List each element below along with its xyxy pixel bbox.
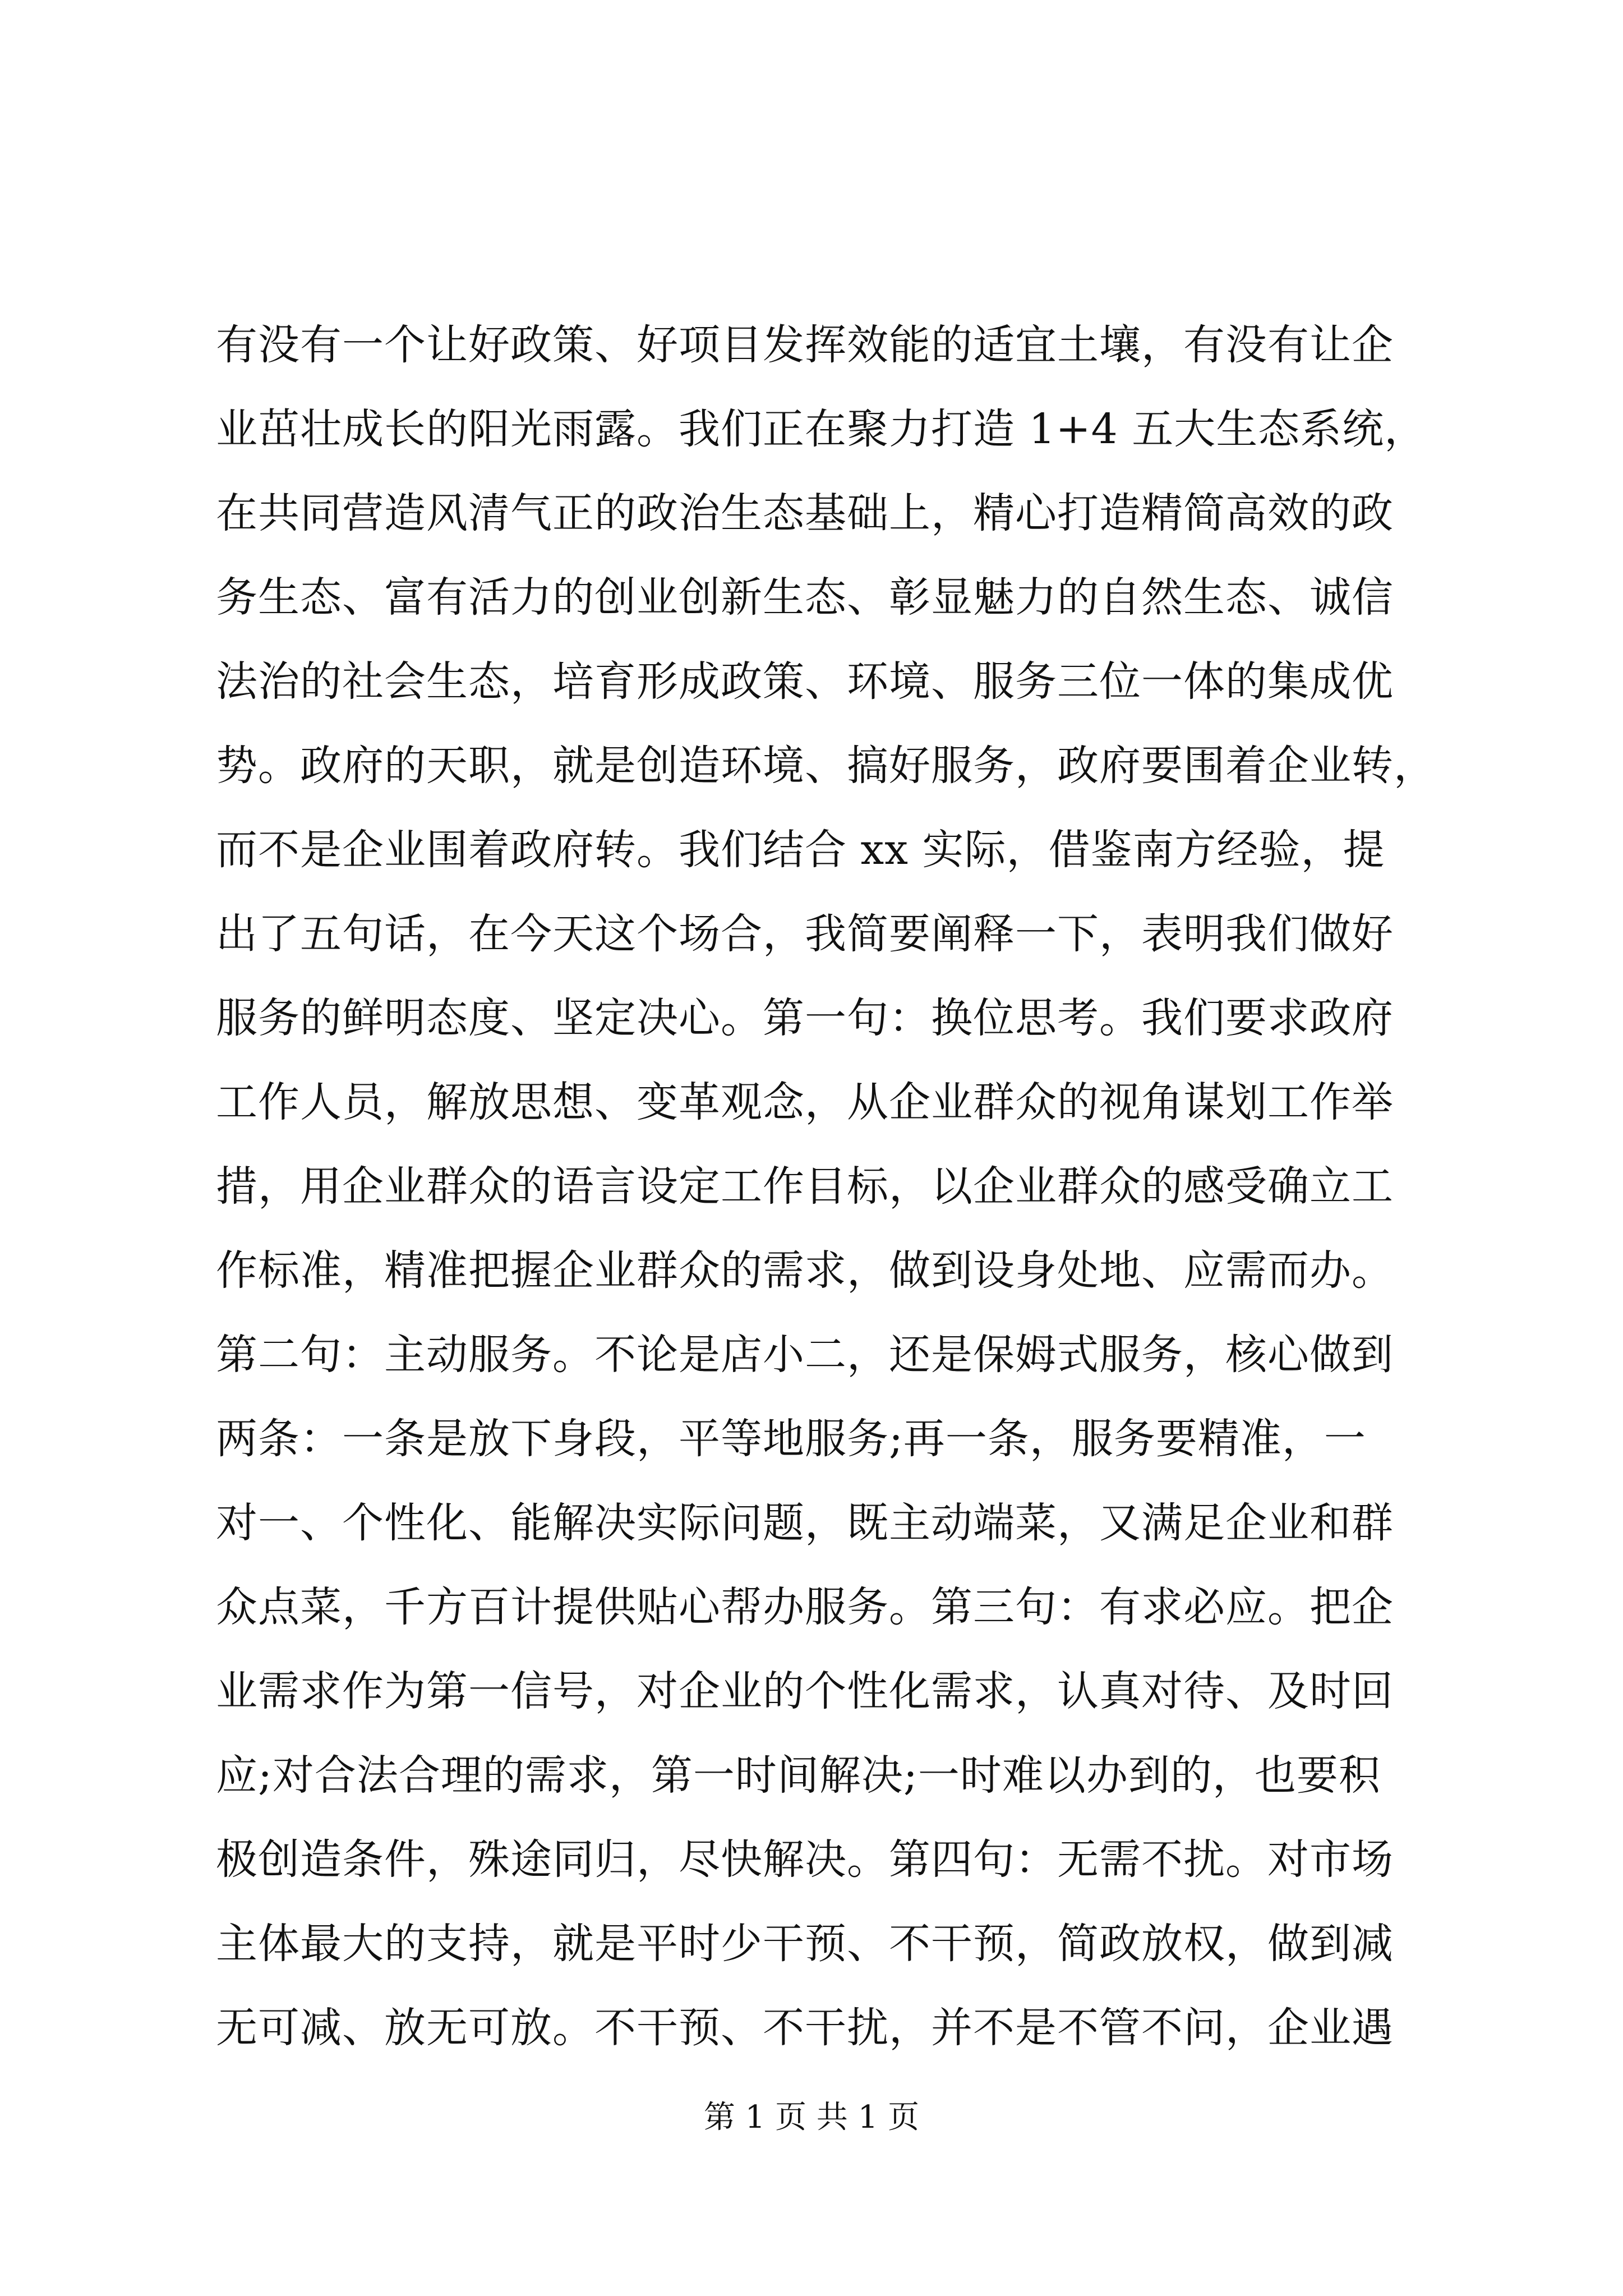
text-line: 应;对合法合理的需求，第一时间解决;一时难以办到的，也要积 <box>216 1751 1381 1800</box>
text-line: 对一、个性化、能解决实际问题，既主动端菜，又满足企业和群 <box>216 1499 1394 1547</box>
text-line: 工作人员，解放思想、变革观念，从企业群众的视角谋划工作举 <box>216 1078 1394 1126</box>
page-footer: 第 1 页 共 1 页 <box>703 2099 920 2136</box>
text-line: 主体最大的支持，就是平时少干预、不干预，简政放权，做到减 <box>216 1920 1394 1968</box>
text-line: 有没有一个让好政策、好项目发挥效能的适宜土壤，有没有让企 <box>216 321 1394 369</box>
text-line: 出了五句话，在今天这个场合，我简要阐释一下，表明我们做好 <box>216 910 1394 958</box>
text-line: 措，用企业群众的语言设定工作目标，以企业群众的感受确立工 <box>216 1162 1394 1211</box>
text-line: 极创造条件，殊途同归，尽快解决。第四句：无需不扰。对市场 <box>216 1835 1394 1884</box>
text-line: 业需求作为第一信号，对企业的个性化需求，认真对待、及时回 <box>216 1667 1394 1715</box>
text-line: 无可减、放无可放。不干预、不干扰，并不是不管不问，企业遇 <box>216 2004 1394 2052</box>
text-line: 业茁壮成长的阳光雨露。我们正在聚力打造 1+4 五大生态系统， <box>216 405 1427 453</box>
text-line: 作标准，精准把握企业群众的需求，做到设身处地、应需而办。 <box>216 1246 1394 1295</box>
text-line: 务生态、富有活力的创业创新生态、彰显魅力的自然生态、诚信 <box>216 573 1394 622</box>
text-line: 势。政府的天职，就是创造环境、搞好服务，政府要围着企业转， <box>216 742 1436 790</box>
text-line: 两条：一条是放下身段，平等地服务;再一条，服务要精准，一 <box>216 1415 1366 1463</box>
text-line: 在共同营造风清气正的政治生态基础上，精心打造精简高效的政 <box>216 489 1394 537</box>
text-line: 法治的社会生态，培育形成政策、环境、服务三位一体的集成优 <box>216 657 1394 706</box>
body-text <box>216 303 1436 2070</box>
text-line: 服务的鲜明态度、坚定决心。第一句：换位思考。我们要求政府 <box>216 994 1394 1042</box>
text-line: 而不是企业围着政府转。我们结合 xx 实际，借鉴南方经验，提 <box>216 826 1385 874</box>
text-line: 第二句：主动服务。不论是店小二，还是保姆式服务，核心做到 <box>216 1331 1394 1379</box>
text-line: 众点菜，千方百计提供贴心帮办服务。第三句：有求必应。把企 <box>216 1583 1394 1631</box>
